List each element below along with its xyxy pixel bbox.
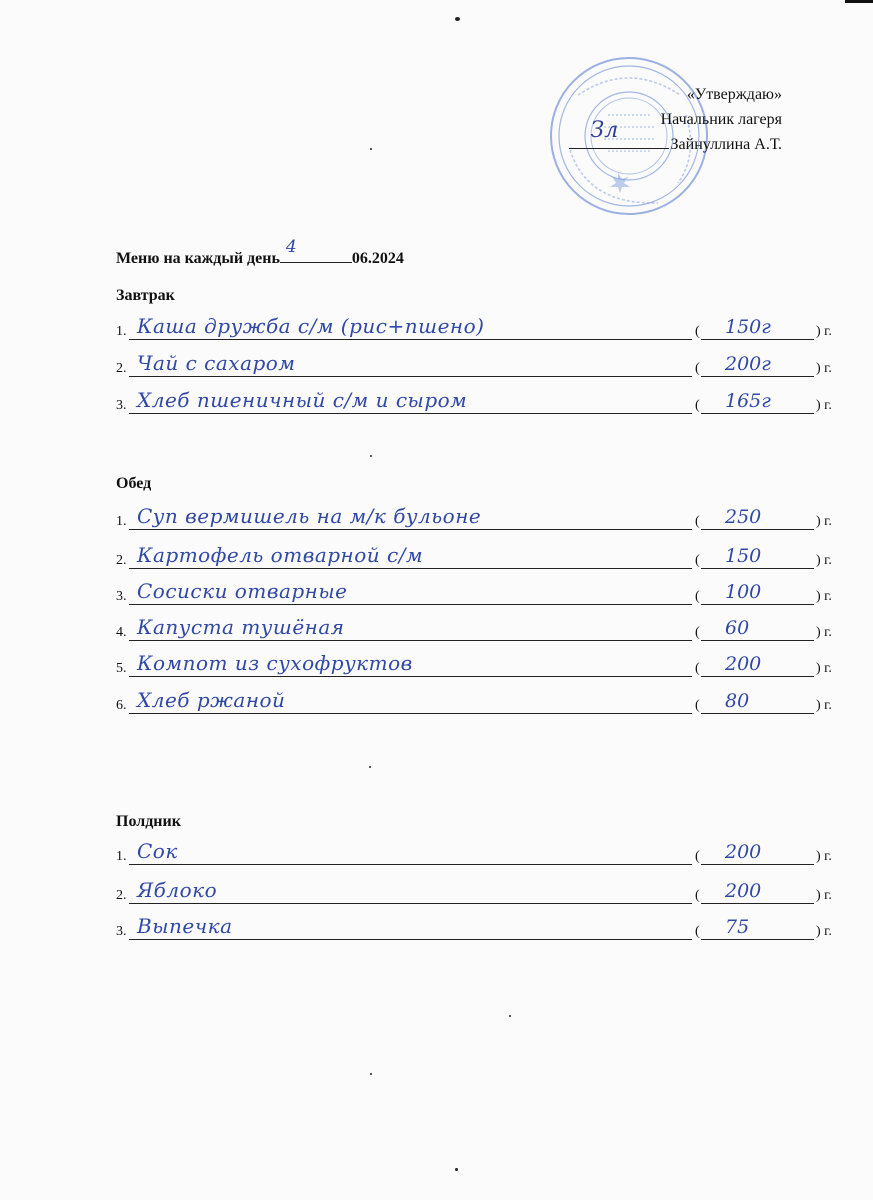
dish-name: Хлеб ржаной xyxy=(137,688,286,712)
menu-row xyxy=(116,688,832,716)
approval-block xyxy=(569,82,782,157)
qty-line xyxy=(701,618,814,641)
dish-line xyxy=(129,351,692,377)
qty-line xyxy=(701,391,814,414)
row-number: 5. xyxy=(116,661,127,676)
dish-line xyxy=(129,878,692,904)
dish-name: Компот из сухофруктов xyxy=(137,651,413,675)
row-number: 2. xyxy=(116,553,127,568)
scan-speck xyxy=(370,148,372,150)
row-number: 3. xyxy=(116,924,127,939)
section-title-lunch: Обед xyxy=(116,475,152,492)
dish-quantity: 100 xyxy=(725,581,762,603)
menu-row xyxy=(116,839,832,867)
menu-row xyxy=(116,615,832,643)
scan-speck xyxy=(509,1015,511,1017)
menu-title xyxy=(116,237,404,268)
unit-label: ) г. xyxy=(816,924,832,939)
signature: Зл xyxy=(590,118,619,143)
unit-label: ) г. xyxy=(816,849,832,864)
dish-quantity: 150 xyxy=(725,545,762,567)
open-paren: ( xyxy=(695,661,700,676)
unit-label: ) г. xyxy=(816,589,832,604)
dish-quantity: 250 xyxy=(725,506,762,528)
unit-label: ) г. xyxy=(816,514,832,529)
row-number: 3. xyxy=(116,589,127,604)
signature-blank xyxy=(569,118,669,149)
qty-line xyxy=(701,317,814,340)
menu-row xyxy=(116,543,832,571)
open-paren: ( xyxy=(695,888,700,903)
scan-speck xyxy=(455,1168,458,1171)
menu-row xyxy=(116,651,832,679)
menu-day: 4 xyxy=(285,237,297,257)
menu-row xyxy=(116,388,832,416)
row-number: 1. xyxy=(116,324,127,339)
dish-name: Капуста тушёная xyxy=(137,615,345,639)
qty-line xyxy=(701,546,814,569)
open-paren: ( xyxy=(695,324,700,339)
scan-speck xyxy=(370,455,372,457)
scan-speck xyxy=(370,1073,372,1075)
open-paren: ( xyxy=(695,698,700,713)
row-number: 1. xyxy=(116,514,127,529)
dish-quantity: 200 xyxy=(725,880,762,902)
unit-label: ) г. xyxy=(816,324,832,339)
unit-label: ) г. xyxy=(816,398,832,413)
unit-label: ) г. xyxy=(816,553,832,568)
menu-row xyxy=(116,914,832,942)
open-paren: ( xyxy=(695,849,700,864)
dish-line xyxy=(129,615,692,641)
dish-line xyxy=(129,914,692,940)
row-number: 2. xyxy=(116,888,127,903)
open-paren: ( xyxy=(695,625,700,640)
unit-label: ) г. xyxy=(816,361,832,376)
row-number: 2. xyxy=(116,361,127,376)
dish-line xyxy=(129,688,692,714)
qty-line xyxy=(701,881,814,904)
menu-row xyxy=(116,314,832,342)
dish-name: Каша дружба с/м (рис+пшено) xyxy=(137,314,485,338)
menu-row xyxy=(116,351,832,379)
qty-line xyxy=(701,654,814,677)
open-paren: ( xyxy=(695,553,700,568)
row-number: 3. xyxy=(116,398,127,413)
dish-quantity: 165г xyxy=(725,390,771,412)
open-paren: ( xyxy=(695,398,700,413)
scan-speck xyxy=(455,17,460,21)
open-paren: ( xyxy=(695,514,700,529)
row-number: 6. xyxy=(116,698,127,713)
qty-line xyxy=(701,582,814,605)
dish-quantity: 150г xyxy=(725,316,771,338)
unit-label: ) г. xyxy=(816,661,832,676)
dish-line xyxy=(129,543,692,569)
menu-row xyxy=(116,504,832,532)
row-number: 4. xyxy=(116,625,127,640)
scan-edge-mark xyxy=(845,0,873,3)
dish-line xyxy=(129,579,692,605)
dish-name: Чай с сахаром xyxy=(137,351,296,375)
menu-date-suffix: 06.2024 xyxy=(351,250,404,267)
dish-name: Яблоко xyxy=(137,878,218,902)
qty-line xyxy=(701,917,814,940)
menu-title-prefix: Меню на каждый день xyxy=(116,250,280,267)
qty-line xyxy=(701,842,814,865)
approver-position: Начальник лагеря xyxy=(660,111,782,128)
approval-title: «Утверждаю» xyxy=(686,86,782,103)
menu-row xyxy=(116,579,832,607)
qty-line xyxy=(701,691,814,714)
open-paren: ( xyxy=(695,589,700,604)
qty-line xyxy=(701,507,814,530)
section-title-breakfast: Завтрак xyxy=(116,287,175,304)
dish-line xyxy=(129,839,692,865)
dish-name: Сок xyxy=(137,839,178,863)
open-paren: ( xyxy=(695,361,700,376)
dish-name: Картофель отварной с/м xyxy=(137,543,424,567)
section-title-snack: Полдник xyxy=(116,813,181,830)
approver-name: Зайнуллина А.Т. xyxy=(670,136,782,153)
scan-speck xyxy=(369,766,371,768)
dish-line xyxy=(129,314,692,340)
dish-quantity: 80 xyxy=(725,690,750,712)
dish-name: Сосиски отварные xyxy=(137,579,348,603)
dish-quantity: 75 xyxy=(725,916,750,938)
unit-label: ) г. xyxy=(816,625,832,640)
qty-line xyxy=(701,354,814,377)
open-paren: ( xyxy=(695,924,700,939)
menu-row xyxy=(116,878,832,906)
unit-label: ) г. xyxy=(816,888,832,903)
day-blank xyxy=(280,237,352,263)
dish-line xyxy=(129,504,692,530)
row-number: 1. xyxy=(116,849,127,864)
dish-name: Выпечка xyxy=(137,914,233,938)
dish-quantity: 200г xyxy=(725,353,771,375)
dish-line xyxy=(129,388,692,414)
dish-quantity: 60 xyxy=(725,617,750,639)
unit-label: ) г. xyxy=(816,698,832,713)
dish-name: Хлеб пшеничный с/м и сыром xyxy=(137,388,468,412)
dish-line xyxy=(129,651,692,677)
dish-quantity: 200 xyxy=(725,841,762,863)
dish-quantity: 200 xyxy=(725,653,762,675)
dish-name: Суп вермишель на м/к бульоне xyxy=(137,504,482,528)
